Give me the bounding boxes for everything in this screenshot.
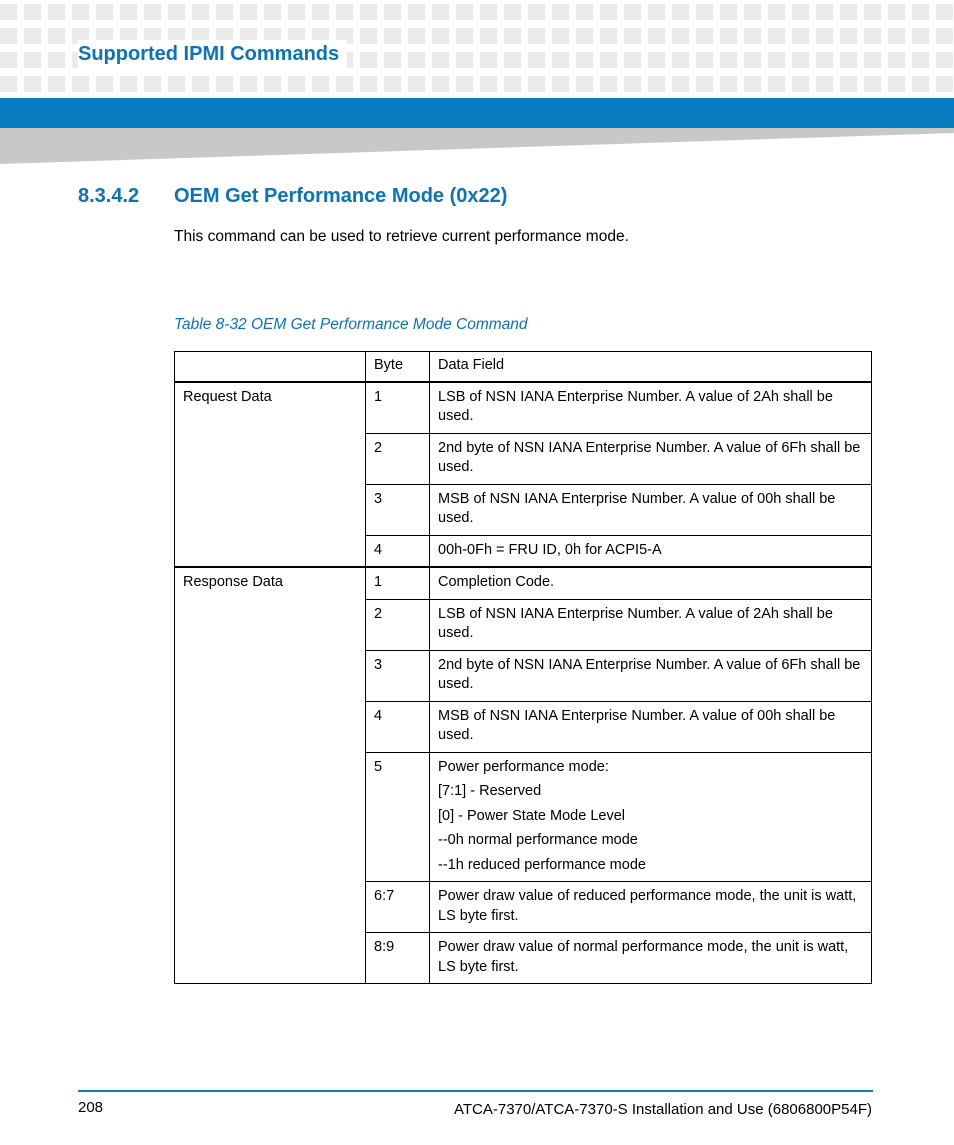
group-label-cell: Response Data <box>175 567 366 984</box>
data-field-text: 2nd byte of NSN IANA Enterprise Number. A value of 6Fh shall be used. <box>438 439 861 475</box>
table-header-row <box>175 352 872 382</box>
data-field-text: Power draw value of reduced performance mode, the unit is watt, LS byte first. <box>438 888 857 924</box>
header-blue-bar <box>0 98 954 128</box>
byte-cell: 3 <box>366 650 430 701</box>
data-field-cell <box>430 567 872 599</box>
data-field-cell <box>430 650 872 701</box>
data-field-cell <box>430 599 872 650</box>
footer-rule <box>78 1090 873 1092</box>
section-title: OEM Get Performance Mode (0x22) <box>174 185 508 207</box>
table-row <box>175 382 872 434</box>
section-heading <box>78 183 507 209</box>
data-field-cell <box>430 933 872 984</box>
table-header-cell: Data Field <box>430 352 872 382</box>
data-field-text: 00h-0Fh = FRU ID, 0h for ACPI5-A <box>438 541 662 558</box>
byte-cell: 4 <box>366 701 430 752</box>
data-field-text: [0] - Power State Mode Level <box>438 807 625 824</box>
byte-cell: 2 <box>366 433 430 484</box>
footer-document-title: ATCA-7370/ATCA-7370-S Installation and Use (6806800P54F) <box>453 1101 872 1118</box>
data-field-cell <box>430 882 872 933</box>
page-number: 208 <box>78 1099 104 1116</box>
table-caption: Table 8-32 OEM Get Performance Mode Command <box>174 316 528 333</box>
byte-cell: 5 <box>366 752 430 882</box>
pattern-row <box>0 4 954 20</box>
table-row <box>175 567 872 599</box>
data-field-cell <box>430 382 872 434</box>
byte-cell: 4 <box>366 535 430 567</box>
data-field-cell <box>430 701 872 752</box>
byte-cell: 3 <box>366 484 430 535</box>
table-header-cell <box>175 352 366 382</box>
intro-paragraph: This command can be used to retrieve current performance mode. <box>174 228 629 245</box>
byte-cell: 8:9 <box>366 933 430 984</box>
data-field-text: Power performance mode: <box>438 758 609 775</box>
data-field-cell <box>430 433 872 484</box>
byte-cell: 6:7 <box>366 882 430 933</box>
table-header-cell: Byte <box>366 352 430 382</box>
header-grey-wedge <box>0 128 954 164</box>
data-field-text: MSB of NSN IANA Enterprise Number. A value of 00h shall be used. <box>438 707 836 743</box>
data-field-text: --0h normal performance mode <box>438 832 638 848</box>
data-field-text: Power draw value of normal performance mode, the unit is watt, LS byte first. <box>438 939 849 975</box>
data-field-text: LSB of NSN IANA Enterprise Number. A value of 2Ah shall be used. <box>438 388 833 424</box>
data-field-cell <box>430 752 872 882</box>
data-field-text: 2nd byte of NSN IANA Enterprise Number. A value of 6Fh shall be used. <box>438 656 861 692</box>
data-field-text: Completion Code. <box>438 574 555 590</box>
data-field-text: MSB of NSN IANA Enterprise Number. A value of 00h shall be used. <box>438 490 836 526</box>
data-field-text: [7:1] - Reserved <box>438 783 542 799</box>
command-table <box>174 351 872 984</box>
data-field-cell <box>430 535 872 567</box>
data-field-text: --1h reduced performance mode <box>438 856 646 873</box>
table-body <box>175 382 872 984</box>
byte-cell: 1 <box>366 567 430 599</box>
byte-cell: 1 <box>366 382 430 434</box>
running-header-title: Supported IPMI Commands <box>78 40 347 68</box>
section-number: 8.3.4.2 <box>78 185 140 207</box>
byte-cell: 2 <box>366 599 430 650</box>
pattern-row <box>0 76 954 92</box>
group-label-cell: Request Data <box>175 382 366 568</box>
data-field-text: LSB of NSN IANA Enterprise Number. A value of 2Ah shall be used. <box>438 605 833 641</box>
data-field-cell <box>430 484 872 535</box>
